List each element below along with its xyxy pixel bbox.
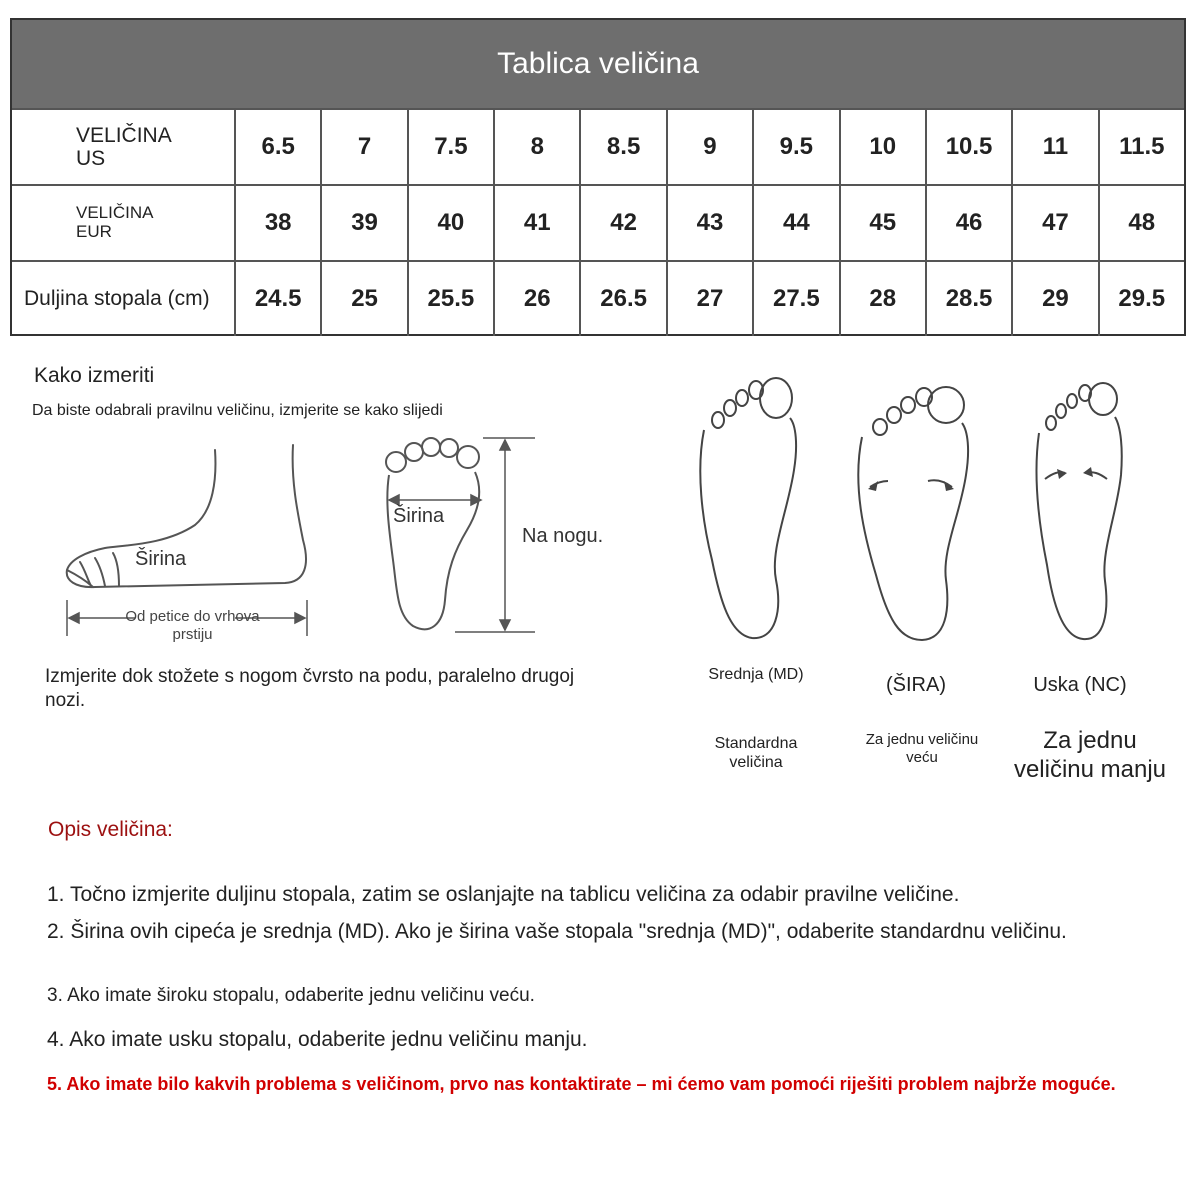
table-cell: 29.5 — [1118, 285, 1166, 312]
width-type-wide: (ŠIRA) — [886, 674, 946, 696]
row-label-eur-text: VELIČINA EUR — [76, 203, 154, 241]
table-row-us — [12, 108, 1184, 184]
sole-length-label: Na nogu. — [522, 525, 604, 547]
table-cell: 46 — [927, 186, 1013, 260]
table-cell: 39 — [322, 186, 408, 260]
measure-note: Izmjerite dok stožete s nogom čvrsto na podu, paralelno drugoj nozi. — [45, 666, 575, 711]
table-title: Tablica veličina — [12, 20, 1184, 108]
table-cell: 28.5 — [927, 262, 1013, 336]
table-cell: 38 — [236, 186, 322, 260]
row-label-foot-length: Duljina stopala (cm) — [12, 262, 236, 336]
table-cell: 6.5 — [236, 110, 322, 184]
table-cell: 7 — [322, 110, 408, 184]
description-item-4: 4. Ako imate usku stopalu, odaberite jednu veličinu manju. — [47, 1028, 588, 1051]
width-advice-medium: Standardna veličina — [714, 735, 798, 772]
width-type-narrow: Uska (NC) — [1033, 674, 1127, 696]
description-item-1: 1. Točno izmjerite duljinu stopala, zatim se oslanjajte na tablicu veličina za odabir pravilne veličine. — [47, 883, 960, 906]
description-item-3: 3. Ako imate široku stopalu, odaberite jednu veličinu veću. — [47, 985, 535, 1006]
table-row-foot-length — [12, 260, 1184, 336]
measure-subtitle: Da biste odabrali pravilnu veličinu, izmjerite se kako slijedi — [32, 402, 443, 419]
description-title: Opis veličina: — [48, 818, 173, 841]
description-item-2: 2. Širina ovih cipeća je srednja (MD). Ako je širina vaše stopala "srednja (MD)", odaberite standardnu veličinu. — [47, 920, 1067, 943]
side-width-label: Širina — [135, 548, 187, 570]
size-table — [10, 18, 1186, 336]
table-row-eur — [12, 184, 1184, 260]
foot-narrow-icon — [1025, 375, 1135, 645]
width-advice-wide: Za jednu veličinu veću — [865, 731, 979, 766]
width-advice-narrow: Za jednu veličinu manju — [1013, 727, 1167, 783]
table-cell: 40 — [409, 186, 495, 260]
table-cell: 25 — [322, 262, 408, 336]
table-cell: 48 — [1128, 209, 1156, 236]
table-cell: 11 — [1013, 110, 1099, 184]
measure-title: Kako izmeriti — [34, 364, 155, 387]
table-cell: 29 — [1013, 262, 1099, 336]
table-cell: 28 — [841, 262, 927, 336]
sole-illustration — [375, 430, 545, 640]
table-cell: 7.5 — [409, 110, 495, 184]
table-cell: 25.5 — [409, 262, 495, 336]
table-cell: 8.5 — [581, 110, 667, 184]
table-cell: 42 — [581, 186, 667, 260]
description-item-5: 5. Ako imate bilo kakvih problema s veličinom, prvo nas kontaktirate – mi ćemo vam pomoći riješiti problem najbrže moguće. — [47, 1074, 1116, 1094]
sole-width-label: Širina — [393, 505, 445, 527]
table-cell: 27 — [668, 262, 754, 336]
table-cell: 44 — [754, 186, 840, 260]
table-cell: 27.5 — [754, 262, 840, 336]
table-cell: 47 — [1013, 186, 1099, 260]
table-cell: 10 — [841, 110, 927, 184]
width-type-medium: Srednja (MD) — [708, 666, 804, 683]
table-cell: 10.5 — [927, 110, 1013, 184]
table-cell: 41 — [495, 186, 581, 260]
row-label-us-line1: VELIČINA US — [76, 123, 172, 170]
side-length-label: Od petice do vrhova prstiju — [125, 608, 260, 643]
table-cell: 45 — [841, 186, 927, 260]
row-label-eur — [12, 186, 236, 260]
row-label-us — [12, 110, 236, 184]
foot-wide-icon — [850, 375, 975, 645]
table-cell: 9.5 — [754, 110, 840, 184]
table-cell: 43 — [668, 186, 754, 260]
table-cell: 24.5 — [236, 262, 322, 336]
table-cell: 9 — [668, 110, 754, 184]
table-cell: 26.5 — [581, 262, 667, 336]
foot-medium-icon — [690, 370, 810, 645]
table-cell: 26 — [495, 262, 581, 336]
table-cell: 8 — [495, 110, 581, 184]
table-cell: 11.5 — [1119, 133, 1165, 160]
